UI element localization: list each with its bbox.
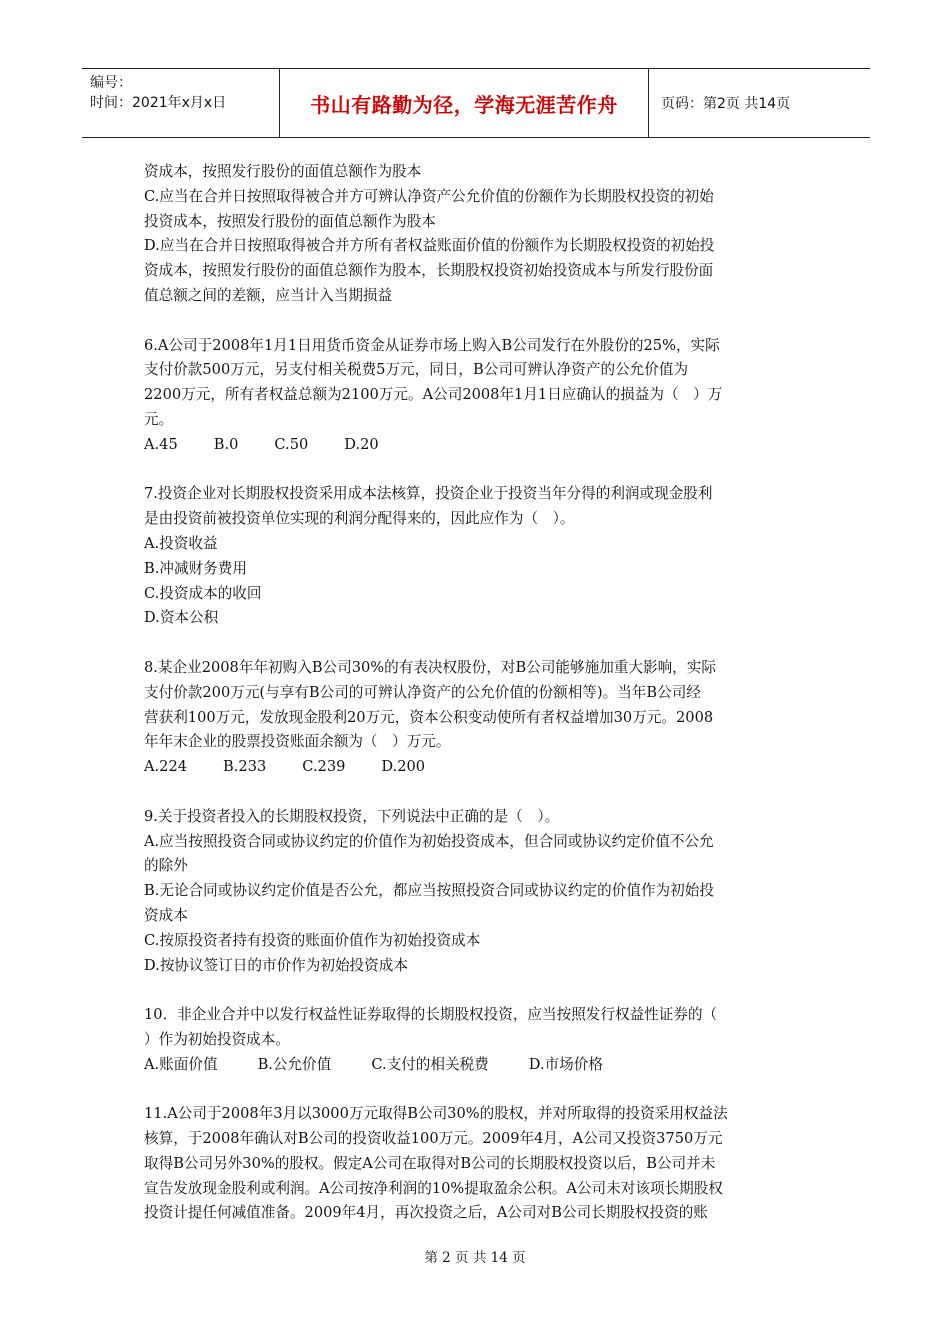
document-date-label: 时间：2021年x月x日 — [90, 95, 227, 111]
question-7 — [144, 482, 808, 631]
option-d: D.市场价格 — [528, 1055, 603, 1073]
question-text: 11.A公司于2008年3月以3000万元取得B公司30%的股权，并对所取得的投资采用权益法 — [144, 1105, 728, 1123]
page-footer: 第 2 页 共 14 页 — [424, 1250, 526, 1266]
option-c: C.239 — [302, 758, 346, 776]
question-text: 投资计提任何减值准备。2009年4月，再次投资之后，A公司对B公司长期股权投资的账 — [144, 1204, 708, 1222]
question-text: 8.某企业2008年年初购入B公司30%的有表决权股份，对B公司能够施加重大影响，实际 — [144, 658, 716, 676]
option-a: A.应当按照投资合同或协议约定的价值作为初始投资成本，但合同或协议约定价值不公允 — [144, 832, 714, 850]
question-options — [144, 433, 808, 458]
question-11 — [144, 1102, 808, 1226]
question-options — [144, 1053, 808, 1078]
option-a: A.账面价值 — [144, 1055, 218, 1073]
document-number-label: 编号： — [90, 75, 132, 91]
text-line: 值总额之间的差额，应当计入当期损益 — [144, 286, 393, 304]
option-c: C.50 — [274, 435, 309, 453]
question-text: 支付价款200万元(与享有B公司的可辨认净资产的公允价值的份额相等)。当年B公司经 — [144, 683, 701, 701]
text-line: 资成本，按照发行股份的面值总额作为股本，长期股权投资初始投资成本与所发行股份面 — [144, 262, 714, 280]
question-text: ）作为初始投资成本。 — [144, 1030, 290, 1048]
option-c: C.支付的相关税费 — [371, 1055, 489, 1073]
text-line: C.应当在合并日按照取得被合并方可辨认净资产公允价值的份额作为长期股权投资的初始 — [144, 187, 714, 205]
option-a: A.224 — [144, 758, 188, 776]
question-text: 10．非企业合并中以发行权益性证券取得的长期股权投资，应当按照发行权益性证券的（ — [144, 1006, 718, 1024]
header-motto: 书山有路勤为径，学海无涯苦作舟 — [280, 69, 649, 137]
option-d: D.资本公积 — [144, 609, 219, 627]
question-text: 核算，于2008年确认对B公司的投资收益100万元。2009年4月，A公司又投资3750万元 — [144, 1130, 723, 1148]
option-c: C.按原投资者持有投资的账面价值作为初始投资成本 — [144, 931, 481, 949]
option-a: A.45 — [144, 435, 178, 453]
option-b: B.无论合同或协议约定价值是否公允，都应当按照投资合同或协议约定的价值作为初始投 — [144, 882, 714, 900]
text-line: D.应当在合并日按照取得被合并方所有者权益账面价值的份额作为长期股权投资的初始投 — [144, 237, 715, 255]
question-6 — [144, 334, 808, 458]
question-text: 宣告发放现金股利或利润。A公司按净利润的10%提取盈余公积。A公司未对该项长期股权 — [144, 1179, 723, 1197]
question-10 — [144, 1003, 808, 1077]
question-text: 取得B公司另外30%的股权。假定A公司在取得对B公司的长期股权投资以后，B公司并未 — [144, 1154, 716, 1172]
question-text: 2200万元，所有者权益总额为2100万元。A公司2008年1月1日应确认的损益为（ ）万 — [144, 386, 723, 404]
question-text: 6.A公司于2008年1月1日用货币资金从证券市场上购入B公司发行在外股份的25%，实际 — [144, 336, 720, 354]
question-text: 年年末企业的股票投资账面余额为（ ）万元。 — [144, 733, 451, 751]
document-body — [144, 160, 808, 1226]
question-8 — [144, 656, 808, 780]
option-d: D.按协议签订日的市价作为初始投资成本 — [144, 956, 408, 974]
option-b-cont: 资成本 — [144, 906, 188, 924]
option-d: D.200 — [381, 758, 426, 776]
header-meta — [82, 69, 280, 137]
option-a-cont: 的除外 — [144, 857, 188, 875]
question-text: 是由投资前被投资单位实现的利润分配得来的，因此应作为（ ）。 — [144, 510, 575, 528]
text-line: 投资成本，按照发行股份的面值总额作为股本 — [144, 212, 436, 230]
header-page-label: 页码：第2页 共14页 — [661, 96, 791, 112]
page-header — [82, 68, 870, 138]
text-line: 资成本，按照发行股份的面值总额作为股本 — [144, 163, 422, 180]
option-c: C.投资成本的收回 — [144, 584, 262, 602]
question-text: 元。 — [144, 410, 174, 428]
option-b: B.233 — [223, 758, 267, 776]
option-d: D.20 — [344, 435, 379, 453]
option-b: B.0 — [213, 435, 239, 453]
question-text: 支付价款500万元，另支付相关税费5万元，同日，B公司可辨认净资产的公允价值为 — [144, 361, 689, 379]
question-text: 7.投资企业对长期股权投资采用成本法核算，投资企业于投资当年分得的利润或现金股利 — [144, 485, 713, 503]
option-b: B.冲减财务费用 — [144, 559, 247, 577]
option-a: A.投资收益 — [144, 534, 218, 552]
option-b: B.公允价值 — [257, 1055, 332, 1073]
question-options — [144, 755, 808, 780]
question-text: 9.关于投资者投入的长期股权投资，下列说法中正确的是（ ）。 — [144, 807, 560, 825]
question-9 — [144, 805, 808, 979]
question-text: 营获利100万元，发放现金股利20万元，资本公积变动使所有者权益增加30万元。2008 — [144, 708, 714, 726]
